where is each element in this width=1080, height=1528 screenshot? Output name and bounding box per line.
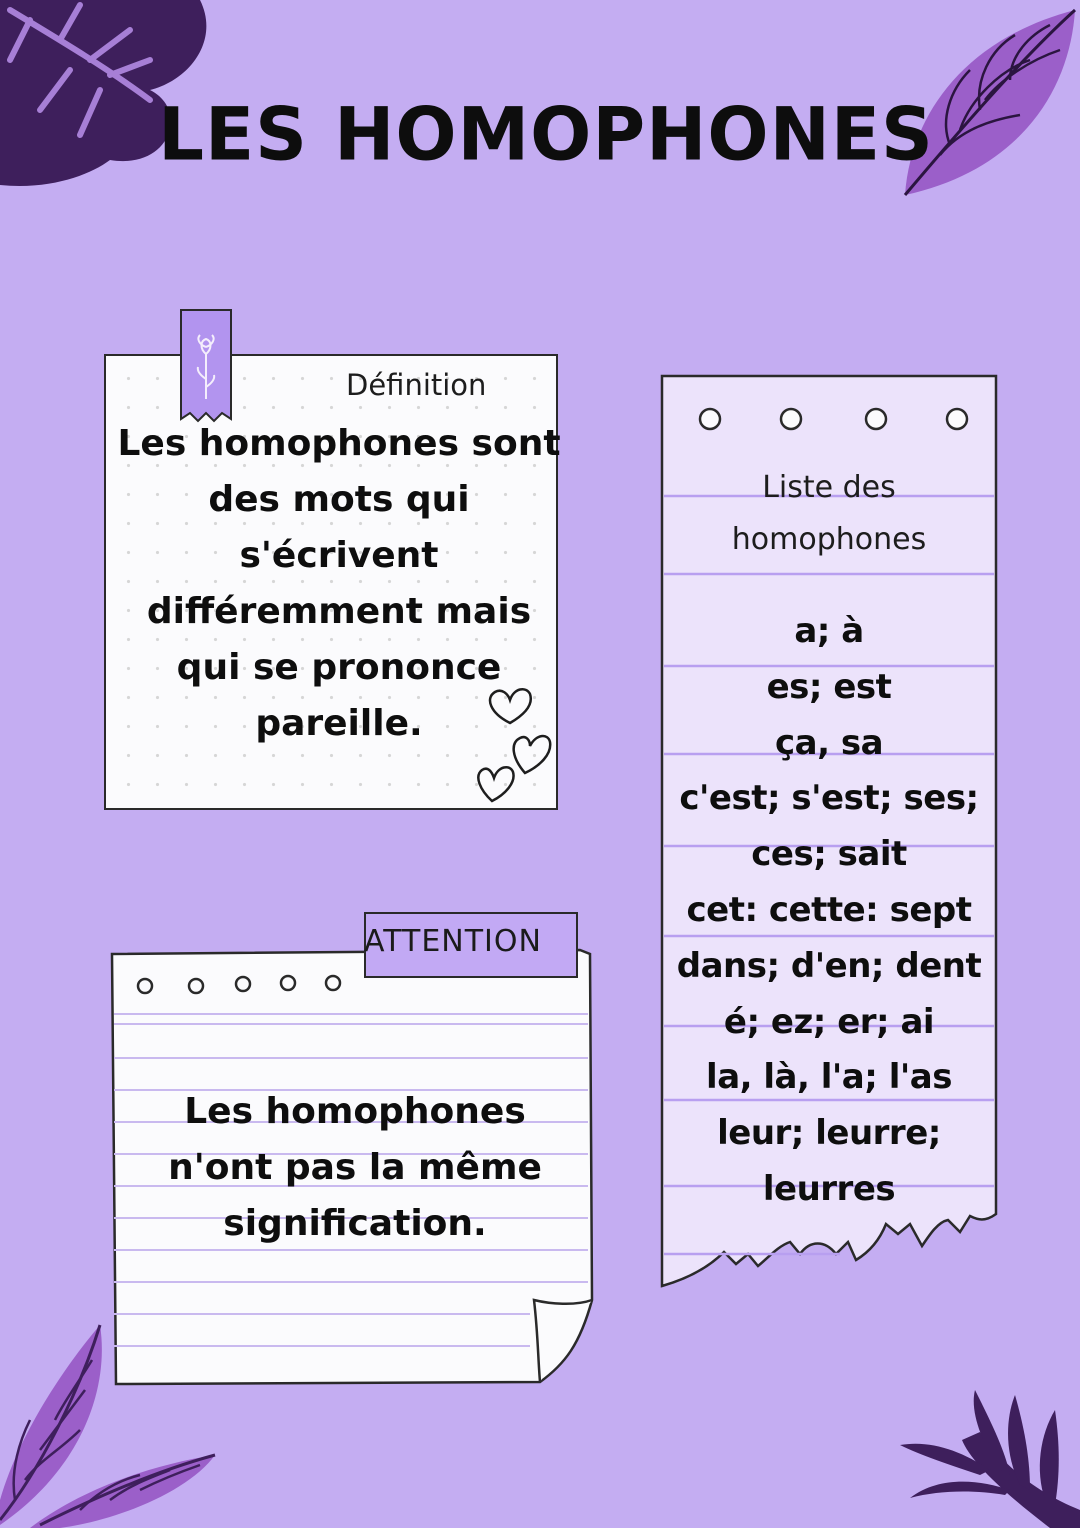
leaf-bottom-right-icon [880, 1380, 1080, 1528]
list-item: leurres [762, 1168, 896, 1209]
list-item: es; est [766, 666, 892, 707]
list-item: a; à [794, 611, 864, 651]
attention-label: ATTENTION [364, 924, 542, 959]
homophones-list [662, 604, 996, 1218]
page-title: LES HOMOPHONES [158, 91, 934, 177]
list-item: c'est; s'est; ses; [679, 778, 979, 819]
definition-text: Les homophones sont des mots qui s'écrivent différemment mais qui se prononce pareille. [117, 423, 561, 744]
list-item: la, là, l'a; l'as [706, 1057, 952, 1098]
definition-heading: Définition [346, 368, 487, 402]
list-item: cet: cette: sept [686, 889, 972, 930]
list-item: é; ez; er; ai [723, 1001, 935, 1042]
list-item: ça, sa [774, 722, 884, 763]
attention-text: Les homophones n'ont pas la même signification. [168, 1091, 542, 1244]
list-heading: Liste des homophones [731, 470, 927, 557]
list-item: ces; sait [751, 834, 907, 875]
flower-tape-icon [180, 309, 232, 427]
hearts-icon [470, 678, 560, 808]
list-item: leur; leurre; [717, 1113, 941, 1154]
list-item: dans; d'en; dent [676, 945, 982, 986]
